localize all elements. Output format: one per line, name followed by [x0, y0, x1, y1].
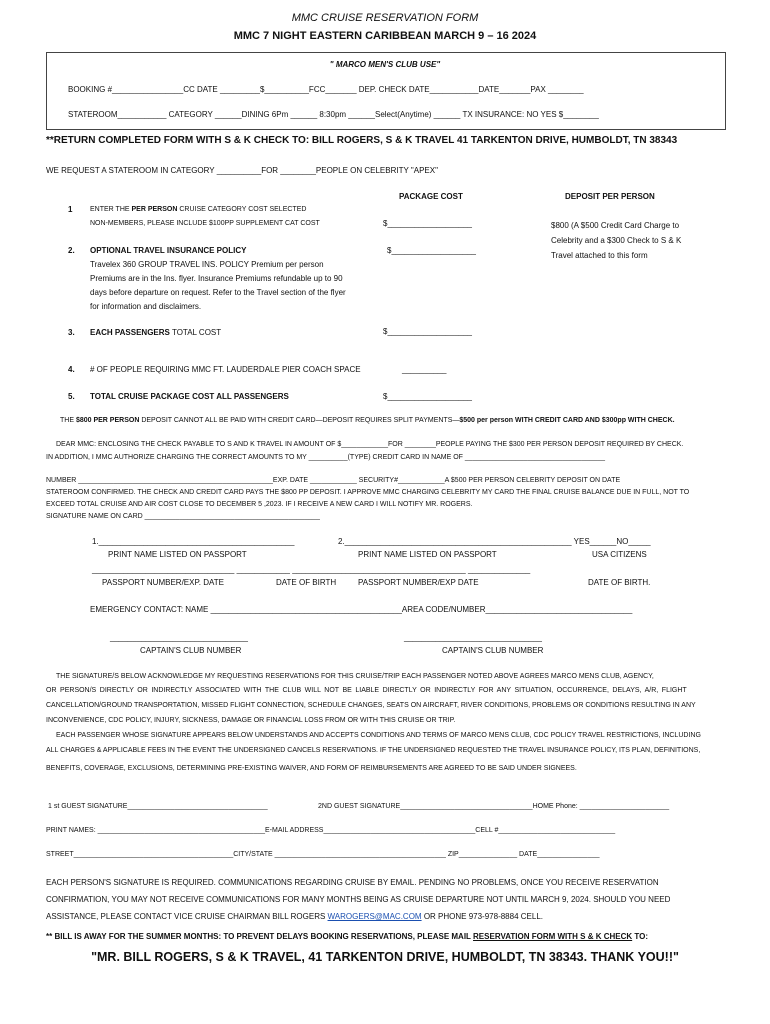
- dear-mmc-line-2[interactable]: IN ADDITION, I MMC AUTHORIZE CHARGING THE CORRECT AMOUNTS TO MY __________(TYPE) CREDIT CARD IN NAME OF ____________________________________: [46, 454, 606, 461]
- deposit-notice: THE $800 PER PERSON DEPOSIT CANNOT ALL BE PAID WITH CREDIT CARD—DEPOSIT REQUIRES SPLIT PAYMENTS—$500 per person WITH CREDIT CARD AND $300pp WITH CHECK.: [60, 417, 675, 424]
- item-4-label: # OF PEOPLE REQUIRING MMC FT. LAUDERDALE PIER COACH SPACE: [90, 365, 361, 374]
- guest-1-signature-field[interactable]: 1 st GUEST SIGNATURE____________________________________: [48, 803, 268, 810]
- item-1-label: ENTER THE PER PERSON CRUISE CATEGORY COST SELECTED: [90, 206, 307, 213]
- club-use-title: " MARCO MEN'S CLUB USE": [329, 60, 441, 69]
- address-field[interactable]: STREET_________________________________________CITY/STATE ____________________________________________ ZIP_______________ DATE________________: [46, 851, 600, 858]
- print-name-label-2: PRINT NAME LISTED ON PASSPORT: [358, 550, 497, 559]
- liability-line-2: OR PERSON/S DIRECTLY OR INDIRECTLY ASSOCIATED WITH THE CLUB WILL NOT BE LIABLE DIRECTLY OR INDIRECTLY FOR ANY SITUATION, OCCURRENCE, DELAYS, A/R, FLIGHT: [46, 687, 687, 694]
- print-names-email-field[interactable]: PRINT NAMES: ___________________________________________E-MAIL ADDRESS_______________________________________CELL #______________________________: [46, 827, 616, 834]
- item-5-label: TOTAL CRUISE PACKAGE COST ALL PASSENGERS: [90, 392, 289, 401]
- cruise-title: MMC 7 NIGHT EASTERN CARIBBEAN MARCH 9 – 16 2024: [233, 30, 537, 42]
- usa-citizens-label: USA CITIZENS: [592, 550, 647, 559]
- acceptance-line-2: ALL CHARGES & APPLICABLE FEES IN THE EVENT THE UNDERSIGNED CANCELS RESERVATIONS. IF THE UNDERSIGNED REQUESTED THE TRAVEL INSURANCE POLICY, ITS PLAN, DEFINITIONS,: [46, 747, 701, 754]
- item-3-number: 3.: [68, 328, 75, 337]
- footer-line-3: ASSISTANCE, PLEASE CONTACT VICE CRUISE CHAIRMAN BILL ROGERS WAROGERS@MAC.COM OR PHONE 973-978-8884 CELL.: [46, 912, 543, 921]
- package-cost-header: PACKAGE COST: [399, 192, 463, 201]
- passenger-1-name-field[interactable]: 1.____________________________________________: [92, 537, 295, 546]
- card-number-line[interactable]: NUMBER __________________________________________________EXP. DATE ____________ SECURITY#____________A $500 PER PERSON CELEBRITY DEPOSIT ON DATE: [46, 477, 621, 484]
- return-notice: **RETURN COMPLETED FORM WITH S & K CHECK TO: BILL ROGERS, S & K TRAVEL 41 TARKENTON DRIVE, HUMBOLDT, TN 38343: [46, 135, 678, 146]
- form-title: MMC CRUISE RESERVATION FORM: [291, 12, 479, 24]
- card-authorization-line-1: STATEROOM CONFIRMED. THE CHECK AND CREDIT CARD PAYS THE $800 PP DEPOSIT. I APPROVE MMC CHARGING CELEBRITY MY CARD THE FINAL CRUISE BALANCE DUE IN FULL, NOT TO: [46, 489, 690, 496]
- signature-name-on-card[interactable]: SIGNATURE NAME ON CARD _____________________________________________: [46, 513, 320, 520]
- item-1-note: NON-MEMBERS, PLEASE INCLUDE $100PP SUPPLEMENT CAT COST: [90, 220, 320, 227]
- guest-2-signature-field[interactable]: 2ND GUEST SIGNATURE__________________________________HOME Phone: _______________________: [318, 803, 670, 810]
- deposit-description: $800 (A $500 Credit Card Charge to Celebrity and a $300 Check to S & K Travel attached to this form: [551, 221, 682, 260]
- summer-mail-notice: ** BILL IS AWAY FOR THE SUMMER MONTHS: TO PREVENT DELAYS BOOKING RESERVATIONS, PLEASE MAIL RESERVATION FORM WITH S & K CHECK TO:: [46, 932, 649, 941]
- acceptance-line-3: BENEFITS, COVERAGE, EXCLUSIONS, DETERMINING PRE-EXISTING WAIVER, AND FORM OF REIMBURSEMENTS ARE AGREED TO BE SAID UNDER SIGNEES.: [46, 765, 577, 772]
- liability-line-4: INCONVENIENCE, CDC POLICY, INJURY, SICKNESS, DAMAGE OR FINANCIAL LOSS FROM OR WITH THIS CRUISE OR TRIP.: [46, 717, 456, 724]
- item-4-field[interactable]: __________: [402, 365, 447, 374]
- dear-mmc-line-1[interactable]: DEAR MMC: ENCLOSING THE CHECK PAYABLE TO S AND K TRAVEL IN AMOUNT OF $____________FOR ________PEOPLE PAYING THE $300 PER PERSON DEPOSIT REQUIRED BY CHECK.: [56, 441, 684, 448]
- item-2-cost-field[interactable]: $___________________: [387, 246, 476, 255]
- passport-blank-row[interactable]: ________________________________ ____________ _______________________________________ ______________: [92, 565, 531, 574]
- passenger-2-name-field[interactable]: 2.___________________________________________________ YES______NO_____: [338, 537, 651, 546]
- liability-line-3: CANCELLATION/GROUND TRANSPORTATION, MISSED FLIGHT CONNECTION, SCHEDULE CHANGES, SEATS ON AIRCRAFT, RIVER CONDITIONS, PROBLEMS OR CONDITIONS RESULTING IN ANY: [46, 702, 696, 709]
- item-2-title: OPTIONAL TRAVEL INSURANCE POLICY: [90, 246, 247, 255]
- item-4-number: 4.: [68, 365, 75, 374]
- contact-email-link[interactable]: WAROGERS@MAC.COM: [327, 912, 422, 921]
- item-5-cost-field[interactable]: $___________________: [383, 392, 472, 401]
- dob-label-2: DATE OF BIRTH.: [588, 578, 651, 587]
- liability-line-1: THE SIGNATURE/S BELOW ACKNOWLEDGE MY REQUESTING RESERVATIONS FOR THIS CRUISE/TRIP EACH PASSENGER NOTED ABOVE AGREES MARCO MENS CLUB, AGENCY,: [56, 673, 654, 680]
- footer-line-2: CONFIRMATION, YOU MAY NOT RECEIVE COMMUNICATIONS FOR MANY MONTHS BEING AS CRUISE DEPARTURE NOT UNTIL MARCH 9, 2024. SHOULD YOU NEED: [46, 895, 671, 904]
- captain-club-field-2[interactable]: _______________________________: [404, 633, 542, 642]
- club-use-stateroom-row: STATEROOM___________ CATEGORY ______DINING 6Pm ______ 8:30pm ______Select(Anytime) ______ TX INSURANCE: NO YES $________: [68, 110, 599, 119]
- club-use-booking-row: BOOKING #________________CC DATE _________$__________FCC_______ DEP. CHECK DATE___________DATE_______PAX ________: [68, 85, 584, 94]
- emergency-contact-field[interactable]: EMERGENCY CONTACT: NAME ___________________________________________AREA CODE/NUMBER_________________________________: [90, 605, 633, 614]
- captain-club-field-1[interactable]: _______________________________: [110, 633, 248, 642]
- print-name-label-1: PRINT NAME LISTED ON PASSPORT: [108, 550, 247, 559]
- item-1-cost-field[interactable]: $___________________: [383, 219, 472, 228]
- acceptance-line-1: EACH PASSENGER WHOSE SIGNATURE APPEARS BELOW UNDERSTANDS AND ACCEPTS CONDITIONS AND TERMS OF MARCO MENS CLUB, CDC POLICY TRAVEL RESTRICTIONS, INCLUDING: [56, 732, 701, 739]
- footer-line-1: EACH PERSON'S SIGNATURE IS REQUIRED. COMMUNICATIONS REGARDING CRUISE BY EMAIL. PENDING NO PROBLEMS, ONCE YOU RECEIVE RESERVATION: [46, 878, 659, 887]
- stateroom-request-line[interactable]: WE REQUEST A STATEROOM IN CATEGORY __________FOR ________PEOPLE ON CELEBRITY "APEX": [46, 166, 438, 175]
- mailing-address-closing: "MR. BILL ROGERS, S & K TRAVEL, 41 TARKENTON DRIVE, HUMBOLDT, TN 38343. THANK YOU!!": [91, 950, 679, 964]
- captain-club-label-1: CAPTAIN'S CLUB NUMBER: [140, 646, 242, 655]
- dob-label-1: DATE OF BIRTH: [276, 578, 337, 587]
- item-2-body: Travelex 360 GROUP TRAVEL INS. POLICY Premium per person Premiums are in the Ins. flyer. Insurance Premiums refundable up to 90 days before departure on request. Refer to the Travel section of the flyer for information and disclaimers.: [90, 260, 346, 311]
- card-authorization-line-2: EXCEED TOTAL CRUISE AND AIR COST CLOSE TO DECEMBER 5 ,2023. IF I RECEIVE A NEW CARD I WILL NOTIFY MR. ROGERS.: [46, 501, 473, 508]
- deposit-header: DEPOSIT PER PERSON: [565, 192, 655, 201]
- item-2-number: 2.: [68, 246, 75, 255]
- item-3-label: EACH PASSENGERS TOTAL COST: [90, 328, 222, 337]
- item-3-cost-field[interactable]: $___________________: [383, 327, 472, 336]
- passport-label-1: PASSPORT NUMBER/EXP. DATE: [102, 578, 224, 587]
- passport-label-2: PASSPORT NUMBER/EXP DATE: [358, 578, 479, 587]
- item-1-number: 1: [68, 205, 73, 214]
- item-5-number: 5.: [68, 392, 75, 401]
- captain-club-label-2: CAPTAIN'S CLUB NUMBER: [442, 646, 544, 655]
